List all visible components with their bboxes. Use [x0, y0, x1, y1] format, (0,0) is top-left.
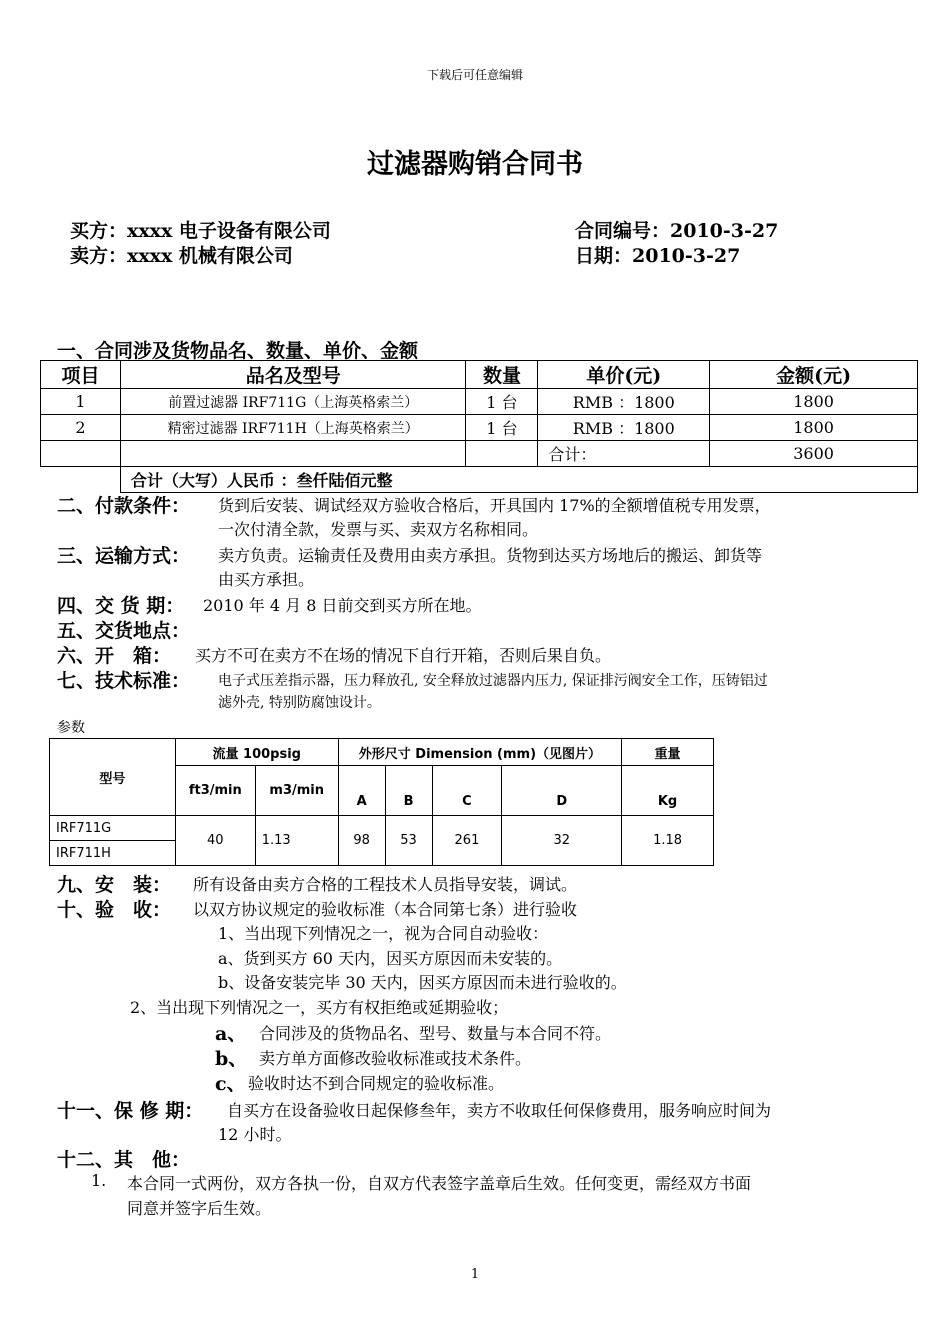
params-table	[49, 738, 714, 866]
other-item-text: 本合同一式两份，双方各执一份，自双方代表签字盖章后生效。任何变更，需经双方书面	[127, 1174, 752, 1193]
ft3-value: 40	[175, 816, 255, 866]
dim-b-header: B	[385, 766, 432, 816]
m3-value: 1.13	[255, 816, 338, 866]
dim-d-header: D	[502, 766, 622, 816]
cell: RMB ：1800	[538, 415, 710, 441]
kg-header: Kg	[622, 766, 714, 816]
section-3-label: 三、运输方式：	[57, 545, 191, 567]
acceptance-item-1: 1、当出现下列情况之一，视为合同自动验收：	[218, 924, 549, 943]
goods-header-row	[41, 361, 918, 389]
acceptance-item-2b: 卖方单方面修改验收标准或技术条件。	[259, 1049, 532, 1068]
model-header: 型号	[50, 739, 176, 816]
section-2-text: 货到后安装、调试经双方验收合格后，开具国内 17%的全额增值税专用发票，	[218, 496, 771, 515]
total-in-words: 合计（大写）人民币 ：叁仟陆佰元整	[120, 467, 917, 493]
col-header-qty: 数量	[466, 361, 538, 389]
section-4-label: 四、交 货 期：	[57, 595, 185, 617]
section-11-text-cont: 12 小时。	[218, 1125, 292, 1144]
acceptance-item-2a: 合同涉及的货物品名、型号、数量与本合同不符。	[259, 1024, 612, 1043]
subtotal-row	[41, 441, 918, 467]
col-header-unit-price: 单价(元)	[538, 361, 710, 389]
seller: 卖方：xxxx 机械有限公司	[70, 245, 293, 267]
cell: 精密过滤器 IRF711H（上海英格索兰）	[120, 415, 466, 441]
cell: 前置过滤器 IRF711G（上海英格索兰）	[120, 389, 466, 415]
subtotal-value: 3600	[710, 441, 918, 467]
acceptance-item-2a-mark: a、	[215, 1023, 247, 1045]
model-cell: IRF711H	[50, 841, 176, 866]
subtotal-label: 合计：	[538, 441, 710, 467]
dimension-header: 外形尺寸 Dimension (mm)（见图片）	[338, 739, 621, 766]
section-10-text: 以双方协议规定的验收标准（本合同第七条）进行验收	[193, 900, 578, 919]
section-7-text: 电子式压差指示器，压力释放孔, 安全释放过滤器内压力, 保证排污阀安全工作，压铸铝过	[218, 673, 768, 689]
dim-c-value: 261	[432, 816, 502, 866]
acceptance-item-2c: 验收时达不到合同规定的验收标准。	[248, 1074, 505, 1093]
cell: 1	[41, 389, 121, 415]
section-10-label: 十、验 收：	[57, 899, 172, 921]
cell: 1800	[710, 415, 918, 441]
section-1-heading: 一、合同涉及货物品名、数量、单价、金额	[57, 340, 419, 362]
kg-value: 1.18	[622, 816, 714, 866]
section-9-label: 九、安 装：	[57, 874, 172, 896]
other-item-number: 1.	[91, 1171, 107, 1190]
section-6-label: 六、开 箱：	[57, 645, 172, 667]
model-cell: IRF711G	[50, 816, 176, 841]
weight-header: 重量	[622, 739, 714, 766]
page-number: 1	[470, 1267, 480, 1282]
other-item-text-cont: 同意并签字后生效。	[127, 1199, 272, 1218]
dim-b-value: 53	[385, 816, 432, 866]
acceptance-item-1a: a、货到买方 60 天内，因买方原因而未安装的。	[218, 949, 563, 968]
dim-d-value: 32	[502, 816, 622, 866]
col-header-item: 项目	[41, 361, 121, 389]
section-12-label: 十二、其 他：	[57, 1149, 191, 1171]
section-6-text: 买方不可在卖方不在场的情况下自行开箱，否则后果自负。	[195, 646, 612, 665]
section-2-text-cont: 一次付清全款，发票与买、卖双方名称相同。	[218, 520, 539, 539]
section-9-text: 所有设备由卖方合格的工程技术人员指导安装，调试。	[193, 875, 578, 894]
acceptance-item-2b-mark: b、	[215, 1048, 248, 1070]
col-header-product: 品名及型号	[120, 361, 466, 389]
params-header-row	[50, 739, 714, 766]
params-label: 参数	[57, 720, 85, 736]
acceptance-item-2c-mark: c、	[215, 1073, 246, 1095]
m3-header: m3/min	[255, 766, 338, 816]
section-3-text-cont: 由买方承担。	[218, 570, 315, 589]
section-4-text: 2010 年 4 月 8 日前交到买方所在地。	[203, 596, 482, 615]
acceptance-item-1b: b、设备安装完毕 30 天内，因买方原因而未进行验收的。	[218, 973, 627, 992]
dim-a-header: A	[338, 766, 385, 816]
section-11-text: 自买方在设备验收日起保修叁年，卖方不收取任何保修费用，服务响应时间为	[227, 1101, 772, 1120]
cell: 1800	[710, 389, 918, 415]
col-header-amount: 金额(元)	[710, 361, 918, 389]
cell: 2	[41, 415, 121, 441]
goods-table	[40, 360, 918, 493]
section-3-text: 卖方负责。运输责任及费用由卖方承担。货物到达买方场地后的搬运、卸货等	[218, 546, 763, 565]
section-7-label: 七、技术标准：	[57, 670, 191, 692]
section-7-text-cont: 滤外壳, 特别防腐蚀设计。	[218, 695, 381, 711]
table-row	[41, 389, 918, 415]
cell: 1 台	[466, 415, 538, 441]
header-note: 下载后可任意编辑	[426, 68, 523, 82]
flow-header: 流量 100psig	[175, 739, 338, 766]
section-2-label: 二、付款条件：	[57, 495, 191, 517]
dim-c-header: C	[432, 766, 502, 816]
section-11-label: 十一、保 修 期：	[57, 1100, 204, 1122]
ft3-header: ft3/min	[175, 766, 255, 816]
table-row	[50, 816, 714, 841]
cell: RMB ：1800	[538, 389, 710, 415]
total-words-row	[41, 467, 918, 493]
cell: 1 台	[466, 389, 538, 415]
dim-a-value: 98	[338, 816, 385, 866]
buyer: 买方：xxxx 电子设备有限公司	[70, 220, 331, 242]
page-title: 过滤器购销合同书	[367, 149, 583, 180]
contract-date: 日期：2010-3-27	[575, 245, 741, 267]
acceptance-item-2: 2、当出现下列情况之一，买方有权拒绝或延期验收；	[130, 998, 509, 1017]
contract-number: 合同编号：2010-3-27	[575, 220, 779, 242]
section-5-label: 五、交货地点：	[57, 620, 191, 642]
table-row	[41, 415, 918, 441]
